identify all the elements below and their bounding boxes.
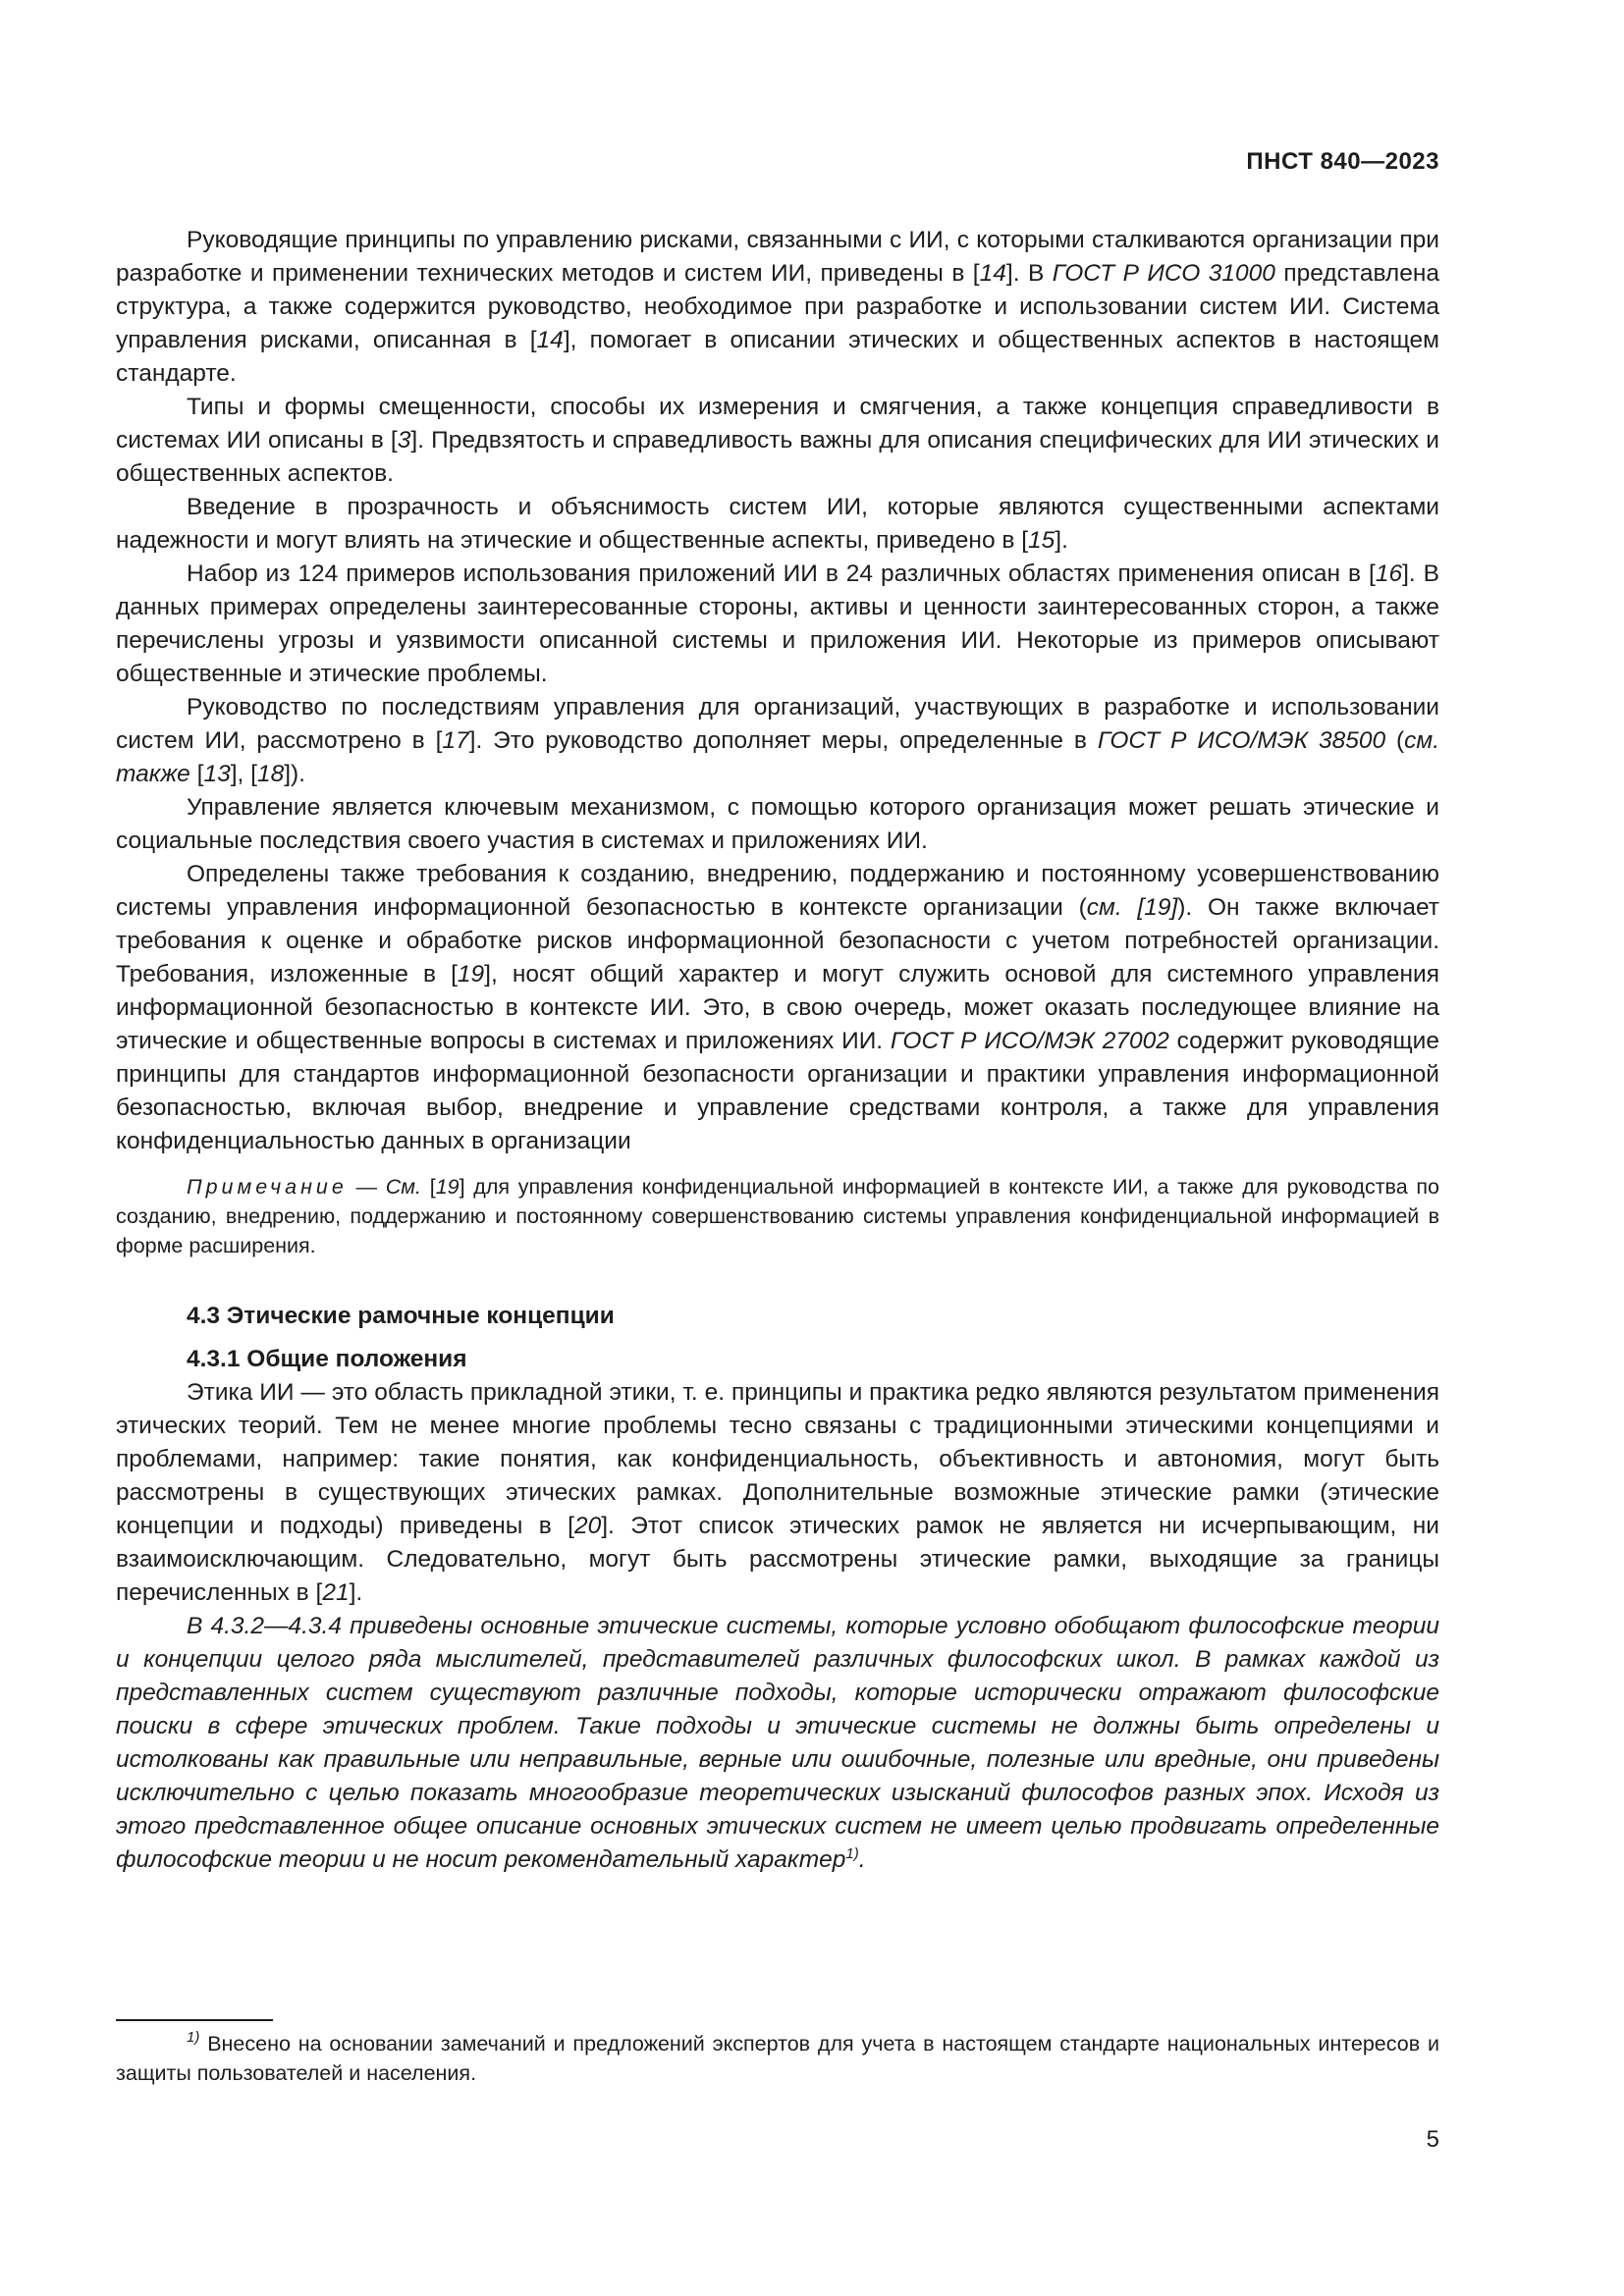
subsection-heading: 4.3.1 Общие положения <box>187 1346 467 1372</box>
standard-reference: ГОСТ Р ИСО/МЭК 38500 <box>1097 727 1386 754</box>
reference-19: 19 <box>435 1175 460 1199</box>
paragraph-bias <box>116 391 1439 491</box>
reference-13: 13 <box>203 761 231 787</box>
text-run: ). Он также включает требования к оценке и обработке рисков информационной безопасности с учетом потребностей организации. Требования, изложенные в [ <box>116 894 1439 988</box>
text-run: В 4.3.2—4.3.4 приведены основные этические системы, которые условно обобщают философские теории и концепции целого ряда мыслителей, представителей различных философских школ. В рамках каждой из представленных систем существуют различные подходы, которые исторически отражают философские поиски в сфере этических проблем. Такие подходы и этические системы не должны быть определены и истолкованы как правильные или неправильные, верные или ошибочные, полезные или вредные, они приведены исключительно с целью показать многообразие теоретических изысканий философов разных эпох. Исходя из этого представленное общее описание основных этических систем не имеет целью продвигать определенные философские теории и не носит рекомендательный характер <box>116 1613 1439 1873</box>
text-run: Набор из 124 примеров использования приложений ИИ в 24 различных областях применения описан в [ <box>187 561 1376 587</box>
text-run: — <box>347 1175 386 1199</box>
text-run: ] для управления конфиденциальной информацией в контексте ИИ, а также для руководства по созданию, внедрению, поддержанию и постоянному совершенствованию системы управления конфиденциальной информацией в форме расширения. <box>116 1175 1439 1257</box>
reference-3: 3 <box>397 427 411 454</box>
section-heading: 4.3 Этические рамочные концепции <box>187 1303 615 1329</box>
footnote-text: Внесено на основании замечаний и предложений экспертов для учета в настоящем стандарте национальных интересов и защиты пользователей и населения. <box>116 2032 1439 2085</box>
paragraph-management-mechanism <box>116 791 1439 858</box>
text-run: Типы и формы смещенности, способы их измерения и смягчения, а также концепция справедливости в системах ИИ описаны в [ <box>116 394 1439 454</box>
text-run: [ <box>421 1175 436 1199</box>
text-run: ]. Предвзятость и справедливость важны для описания специфических для ИИ этических и общественных аспектов. <box>116 427 1439 487</box>
text-run: ]. <box>349 1579 363 1606</box>
text-run: ]. <box>1055 527 1068 554</box>
text-run: Этика ИИ — это область прикладной этики, т. е. принципы и практика редко являются результатом применения этических теорий. Тем не менее многие проблемы тесно связаны с традиционными этическими концепциями и проблемами, например: такие понятия, как конфиденциальность, объективность и автономия, могут быть рассмотрены в существующих этических рамках. Дополнительные возможные этические рамки (этические концепции и подходы) приведены в [ <box>116 1379 1439 1539</box>
text-run: Руководство по последствиям управления для организаций, участвующих в разработке и использовании систем ИИ, рассмотрено в [ <box>116 694 1439 754</box>
main-content <box>116 224 1439 1877</box>
footnote-marker[interactable]: 1) <box>845 1845 859 1862</box>
footnote-marker: 1) <box>187 2029 200 2046</box>
reference-15: 15 <box>1028 527 1056 554</box>
text-run: ], [ <box>230 761 257 787</box>
text-run: Управление является ключевым механизмом, с помощью которого организация может решать этические и социальные последствия своего участия в системах и приложениях ИИ. <box>116 794 1439 854</box>
footnote-divider <box>116 2019 273 2021</box>
paragraph-transparency <box>116 491 1439 558</box>
see-also: см. также <box>116 727 1440 787</box>
footnote <box>116 2029 1439 2088</box>
text-run: ]. Этот список этических рамок не является ни исчерпывающим, ни взаимоисключающим. Следовательно, могут быть рассмотрены этические рамки, выходящие за границы перечисленных в [ <box>116 1513 1439 1606</box>
text-run: содержит руководящие принципы для стандартов информационной безопасности организации и практики управления информационной безопасностью, включая выбор, внедрение и управление средствами контроля, а также для управления конфиденциальностью данных в организации <box>116 1028 1439 1154</box>
text-run: Руководящие принципы по управлению рисками, связанными с ИИ, с которыми сталкиваются организации при разработке и применении технических методов и систем ИИ, приведены в [ <box>116 227 1439 287</box>
reference-18: 18 <box>256 761 285 787</box>
paragraph-risk-management <box>116 224 1439 391</box>
page-number: 5 <box>1426 2126 1439 2153</box>
see-reference: См. <box>385 1175 422 1199</box>
text-run: ]. В данных примерах определены заинтересованные стороны, активы и ценности заинтересованных сторон, а также перечислены угрозы и уязвимости описанной системы и приложения ИИ. Некоторые из примеров описывают общественные и этические проблемы. <box>116 561 1439 687</box>
note-label: Примечание <box>187 1175 348 1199</box>
note-paragraph <box>116 1172 1439 1260</box>
text-run: ( <box>1385 727 1405 754</box>
standard-reference: ГОСТ Р ИСО/МЭК 27002 <box>890 1028 1169 1054</box>
paragraph-security-requirements <box>116 858 1439 1158</box>
reference-19: 19 <box>457 961 485 988</box>
reference-19: см. [19] <box>1086 894 1178 921</box>
paragraph-ai-ethics <box>116 1376 1439 1610</box>
text-run: ]. Это руководство дополняет меры, определенные в <box>468 727 1098 754</box>
reference-16: 16 <box>1375 561 1403 587</box>
text-run: Введение в прозрачность и объяснимость систем ИИ, которые являются существенными аспектами надежности и могут влиять на этические и общественные аспекты, приведено в [ <box>116 494 1439 554</box>
text-run: ], помогает в описании этических и общественных аспектов в настоящем стандарте. <box>116 327 1439 387</box>
paragraph-ethical-systems <box>116 1610 1439 1877</box>
reference-21: 21 <box>322 1579 350 1606</box>
text-run: Определены также требования к созданию, внедрению, поддержанию и постоянному усовершенствованию системы управления информационной безопасностью в контексте организации ( <box>116 861 1439 921</box>
text-run: представлена структура, а также содержится руководство, необходимое при разработке и использовании систем ИИ. Система управления рисками, описанная в [ <box>116 260 1440 353</box>
text-run: . <box>858 1846 866 1873</box>
reference-14: 14 <box>536 327 564 353</box>
reference-14: 14 <box>979 260 1006 287</box>
standard-reference: ГОСТ Р ИСО 31000 <box>1052 260 1275 287</box>
reference-17: 17 <box>442 727 469 754</box>
document-code: ПНСТ 840—2023 <box>1246 148 1439 175</box>
paragraph-use-cases <box>116 558 1439 691</box>
text-run: [ <box>189 761 204 787</box>
reference-20: 20 <box>573 1513 602 1539</box>
text-run: ], носят общий характер и могут служить основой для системного управления информационной безопасностью в контексте ИИ. Это, в свою очередь, может оказать последующее влияние на этические и общественные вопросы в системах и приложениях ИИ. <box>116 961 1440 1054</box>
text-run: ]. В <box>1005 260 1053 287</box>
paragraph-governance <box>116 691 1439 791</box>
text-run: ]). <box>284 761 305 787</box>
